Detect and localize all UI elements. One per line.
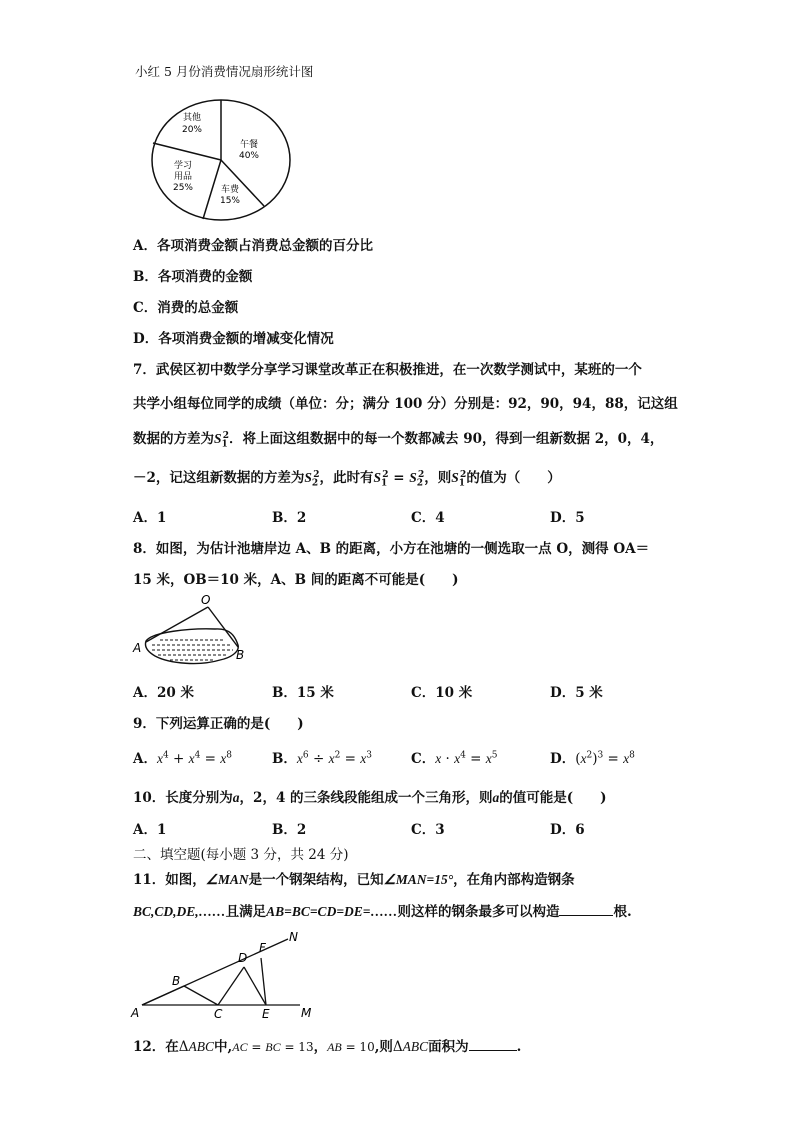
q9-option-a: A．$x^4 + x^4 = x^8$ (133, 750, 232, 767)
q9-stem: 9．下列运算正确的是( ) (133, 716, 304, 732)
point-b-label: B (172, 974, 181, 988)
q7-line-2: 共学小组每位同学的成绩（单位：分；满分 100 分）分别是：92，90，94，88，记这组 (133, 396, 678, 412)
q10-option-c: C．3 (411, 822, 445, 838)
q7-option-c: C．4 (411, 510, 445, 526)
pie-label-supplies: 学习 (173, 161, 193, 171)
bar-bc (184, 986, 218, 1005)
q8-option-c: C．10 米 (411, 685, 473, 701)
q8-option-a: A．20 米 (133, 685, 194, 701)
q8-option-d: D．5 米 (550, 685, 603, 701)
point-a-label: A (133, 641, 142, 655)
q7-option-b: B．2 (272, 510, 307, 526)
pie-pct-other: 20% (181, 125, 203, 135)
q8-line-2: 15 米，OB＝10 米，A、B 间的距离不可能是( ) (133, 572, 459, 588)
pie-label-other: 其他 (182, 113, 202, 123)
q10-option-b: B．2 (272, 822, 307, 838)
point-e-label: E (262, 1007, 270, 1020)
q6-option-d: D．各项消费金额的增减变化情况 (133, 331, 334, 347)
q7-line-4: －2，记这组新数据的方差为$S_2^2$，此时有$S_1^2 = S_2^2$，则$S_1^2$的值为（ ） (133, 469, 561, 489)
point-b-label: B (236, 648, 245, 662)
point-a-label: A (131, 1006, 140, 1020)
q8-option-b: B．15 米 (272, 685, 334, 701)
q6-option-b: B．各项消费的金额 (133, 269, 253, 285)
q7-option-a: A．1 (133, 510, 167, 526)
q11-line-1: 11．如图，∠MAN是一个钢架结构，已知∠MAN=15°，在角内部构造钢条 (133, 872, 575, 888)
section-heading: 二、填空题(每小题 3 分，共 24 分) (133, 847, 349, 863)
point-o-label: O (201, 593, 211, 607)
q10-option-a: A．1 (133, 822, 167, 838)
pie-label-supplies-2: 用品 (173, 172, 193, 182)
q8-line-1: 8．如图，为估计池塘岸边 A、B 的距离，小方在池塘的一侧选取一点 O，测得 OA＝ (133, 541, 650, 557)
pond-figure (130, 592, 260, 667)
q6-option-a: A．各项消费金额占消费总金额的百分比 (133, 238, 373, 254)
pie-chart-title: 小红 5 月份消费情况扇形统计图 (135, 64, 314, 79)
pie-label-lunch: 午餐 (239, 140, 259, 150)
pie-pct-supplies: 25% (172, 183, 194, 193)
bar-cd (218, 967, 244, 1005)
q7-line-1: 7．武侯区初中数学分享学习课堂改革正在积极推进，在一次数学测试中，某班的一个 (133, 362, 642, 378)
q10-stem: 10．长度分别为a，2，4 的三条线段能组成一个三角形，则a的值可能是( ) (133, 790, 607, 806)
q11-answer-blank (559, 901, 613, 916)
pie-pct-lunch: 40% (238, 151, 260, 161)
point-n-label: N (289, 930, 298, 944)
q9-option-d: D．$(x^2)^3 = x^8$ (550, 750, 635, 767)
q12-stem: 12．在ΔABC中,AC = BC = 13，AB = 10,则ΔABC面积为 . (133, 1035, 521, 1055)
point-d-label: D (238, 951, 248, 965)
point-m-label: M (301, 1006, 312, 1020)
pie-pct-fare: 15% (219, 196, 241, 206)
q9-option-c: C．$x \cdot x^4 = x^5$ (411, 750, 498, 767)
q10-option-d: D．6 (550, 822, 585, 838)
point-f-label: F (259, 941, 266, 955)
q7-option-d: D．5 (550, 510, 585, 526)
q11-line-2: BC,CD,DE,……且满足AB=BC=CD=DE=……则这样的钢条最多可以构造 根. (133, 900, 632, 920)
steel-frame-figure (130, 925, 315, 1020)
q6-option-c: C．消费的总金额 (133, 300, 239, 316)
q9-option-b: B．$x^6 \div x^2 = x^3$ (272, 750, 372, 767)
pie-label-fare: 车费 (220, 185, 240, 195)
pie-chart (150, 98, 295, 223)
point-c-label: C (214, 1007, 223, 1020)
q12-answer-blank (469, 1036, 517, 1051)
q7-line-3: 数据的方差为$S_1^2$．将上面这组数据中的每一个数都减去 90，得到一组新数据 2，0，4， (133, 430, 664, 450)
